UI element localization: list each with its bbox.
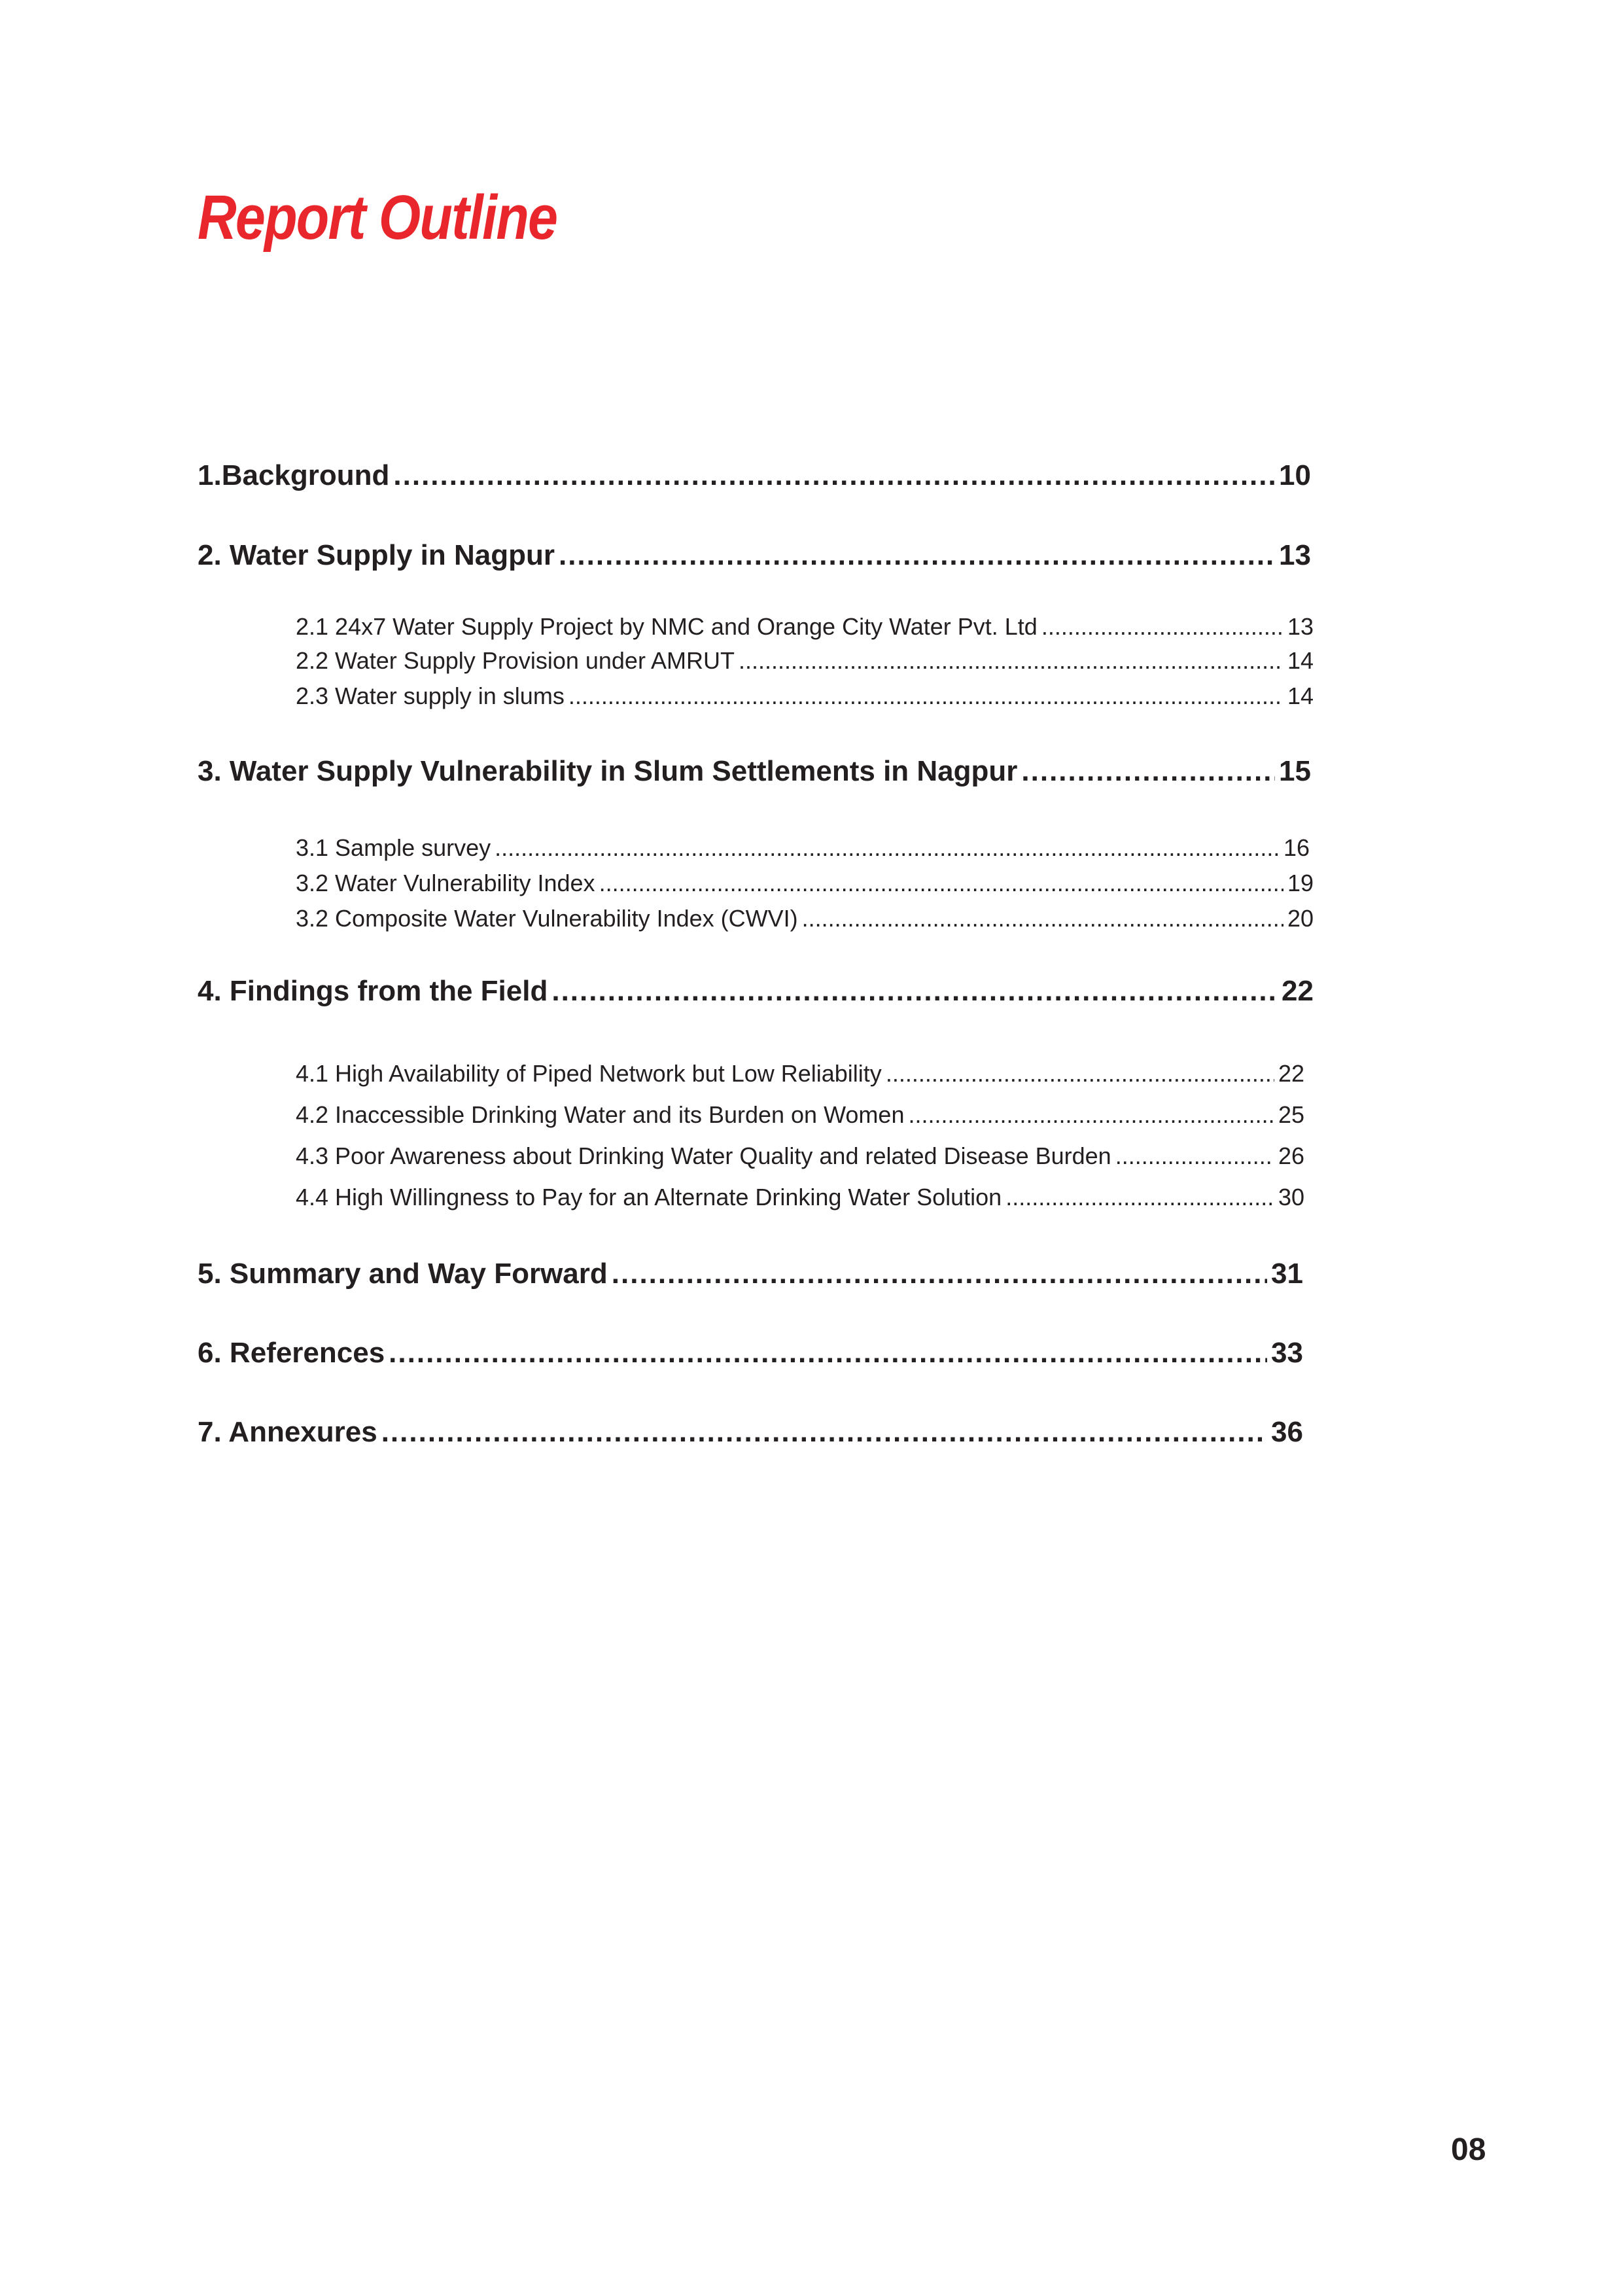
toc-subentry-page: 20 (1287, 905, 1314, 932)
dot-leader (551, 977, 1278, 1006)
toc-subentry-water-supply-in-slums[interactable] (296, 684, 1314, 708)
toc-entry-label: 1.Background (198, 459, 390, 491)
toc-subentry-label: 3.2 Water Vulnerability Index (296, 870, 595, 896)
toc-subentry-page: 26 (1278, 1142, 1304, 1169)
toc-subentry-label: 2.3 Water supply in slums (296, 682, 565, 709)
toc-subentry-label: 4.1 High Availability of Piped Network but Low Reliability (296, 1060, 882, 1087)
toc-subentry-page: 13 (1287, 613, 1314, 640)
toc-entry-page: 10 (1279, 459, 1311, 491)
dot-leader (908, 1103, 1274, 1127)
page-title: Report Outline (198, 183, 557, 253)
dot-leader (739, 649, 1283, 673)
toc-subentry-label: 4.2 Inaccessible Drinking Water and its Burden on Women (296, 1101, 905, 1128)
toc-entry-references[interactable] (198, 1339, 1303, 1368)
dot-leader (568, 684, 1283, 708)
toc-subentry-page: 22 (1278, 1060, 1304, 1087)
toc-subentry-page: 16 (1283, 834, 1310, 861)
dot-leader (559, 541, 1275, 570)
toc-entry-label: 3. Water Supply Vulnerability in Slum Settlements in Nagpur (198, 755, 1018, 787)
toc-subentry-24x7-water-supply[interactable] (296, 615, 1314, 639)
toc-subentry-page: 25 (1278, 1101, 1304, 1128)
toc-subentry-label: 4.3 Poor Awareness about Drinking Water Quality and related Disease Burden (296, 1142, 1111, 1169)
toc-entry-background[interactable] (198, 461, 1311, 490)
dot-leader (599, 872, 1283, 895)
toc-subentry-piped-network[interactable] (296, 1062, 1304, 1086)
toc-subentry-label: 3.2 Composite Water Vulnerability Index (CWVI) (296, 905, 798, 932)
dot-leader (1115, 1144, 1274, 1168)
toc-subentry-label: 4.4 High Willingness to Pay for an Alternate Drinking Water Solution (296, 1184, 1002, 1210)
toc-entry-page: 36 (1271, 1416, 1303, 1448)
dot-leader (381, 1418, 1267, 1447)
toc-subentry-label: 2.2 Water Supply Provision under AMRUT (296, 647, 735, 674)
toc-subentry-water-vulnerability-index[interactable] (296, 872, 1314, 895)
page-number: 08 (1451, 2132, 1486, 2167)
dot-leader (495, 836, 1280, 860)
toc-entry-water-supply-in-nagpur[interactable] (198, 541, 1311, 570)
toc-entry-label: 4. Findings from the Field (198, 975, 548, 1007)
toc-subentry-sample-survey[interactable] (296, 836, 1310, 860)
toc-subentry-page: 19 (1287, 870, 1314, 896)
toc-subentry-drinking-water-quality[interactable] (296, 1144, 1304, 1168)
toc-entry-label: 2. Water Supply in Nagpur (198, 539, 555, 571)
toc-subentry-page: 30 (1278, 1184, 1304, 1210)
toc-entry-summary[interactable] (198, 1260, 1303, 1288)
toc-entry-page: 31 (1271, 1258, 1303, 1290)
toc-entry-annexures[interactable] (198, 1418, 1303, 1447)
dot-leader (1021, 757, 1275, 786)
dot-leader (389, 1339, 1267, 1368)
toc-subentry-burden-on-women[interactable] (296, 1103, 1304, 1127)
toc-subentry-amrut[interactable] (296, 649, 1314, 673)
toc-subentry-willingness-to-pay[interactable] (296, 1186, 1304, 1209)
dot-leader (802, 907, 1283, 930)
toc-entry-findings[interactable] (198, 977, 1314, 1006)
toc-entry-label: 6. References (198, 1337, 385, 1369)
toc-subentry-page: 14 (1287, 682, 1314, 709)
toc-entry-water-supply-vulnerability[interactable] (198, 757, 1311, 786)
toc-entry-label: 5. Summary and Way Forward (198, 1258, 608, 1290)
toc-subentry-label: 2.1 24x7 Water Supply Project by NMC and Orange City Water Pvt. Ltd (296, 613, 1038, 640)
toc-subentry-page: 14 (1287, 647, 1314, 674)
dot-leader (1041, 615, 1283, 639)
toc-subentry-composite-index[interactable] (296, 907, 1314, 930)
toc-entry-page: 33 (1271, 1337, 1303, 1369)
dot-leader (612, 1260, 1267, 1288)
dot-leader (393, 461, 1275, 490)
toc-entry-page: 13 (1279, 539, 1311, 571)
toc-entry-label: 7. Annexures (198, 1416, 377, 1448)
toc-subentry-label: 3.1 Sample survey (296, 834, 491, 861)
toc-entry-page: 15 (1279, 755, 1311, 787)
dot-leader (886, 1062, 1274, 1086)
dot-leader (1005, 1186, 1274, 1209)
toc-entry-page: 22 (1282, 975, 1314, 1007)
